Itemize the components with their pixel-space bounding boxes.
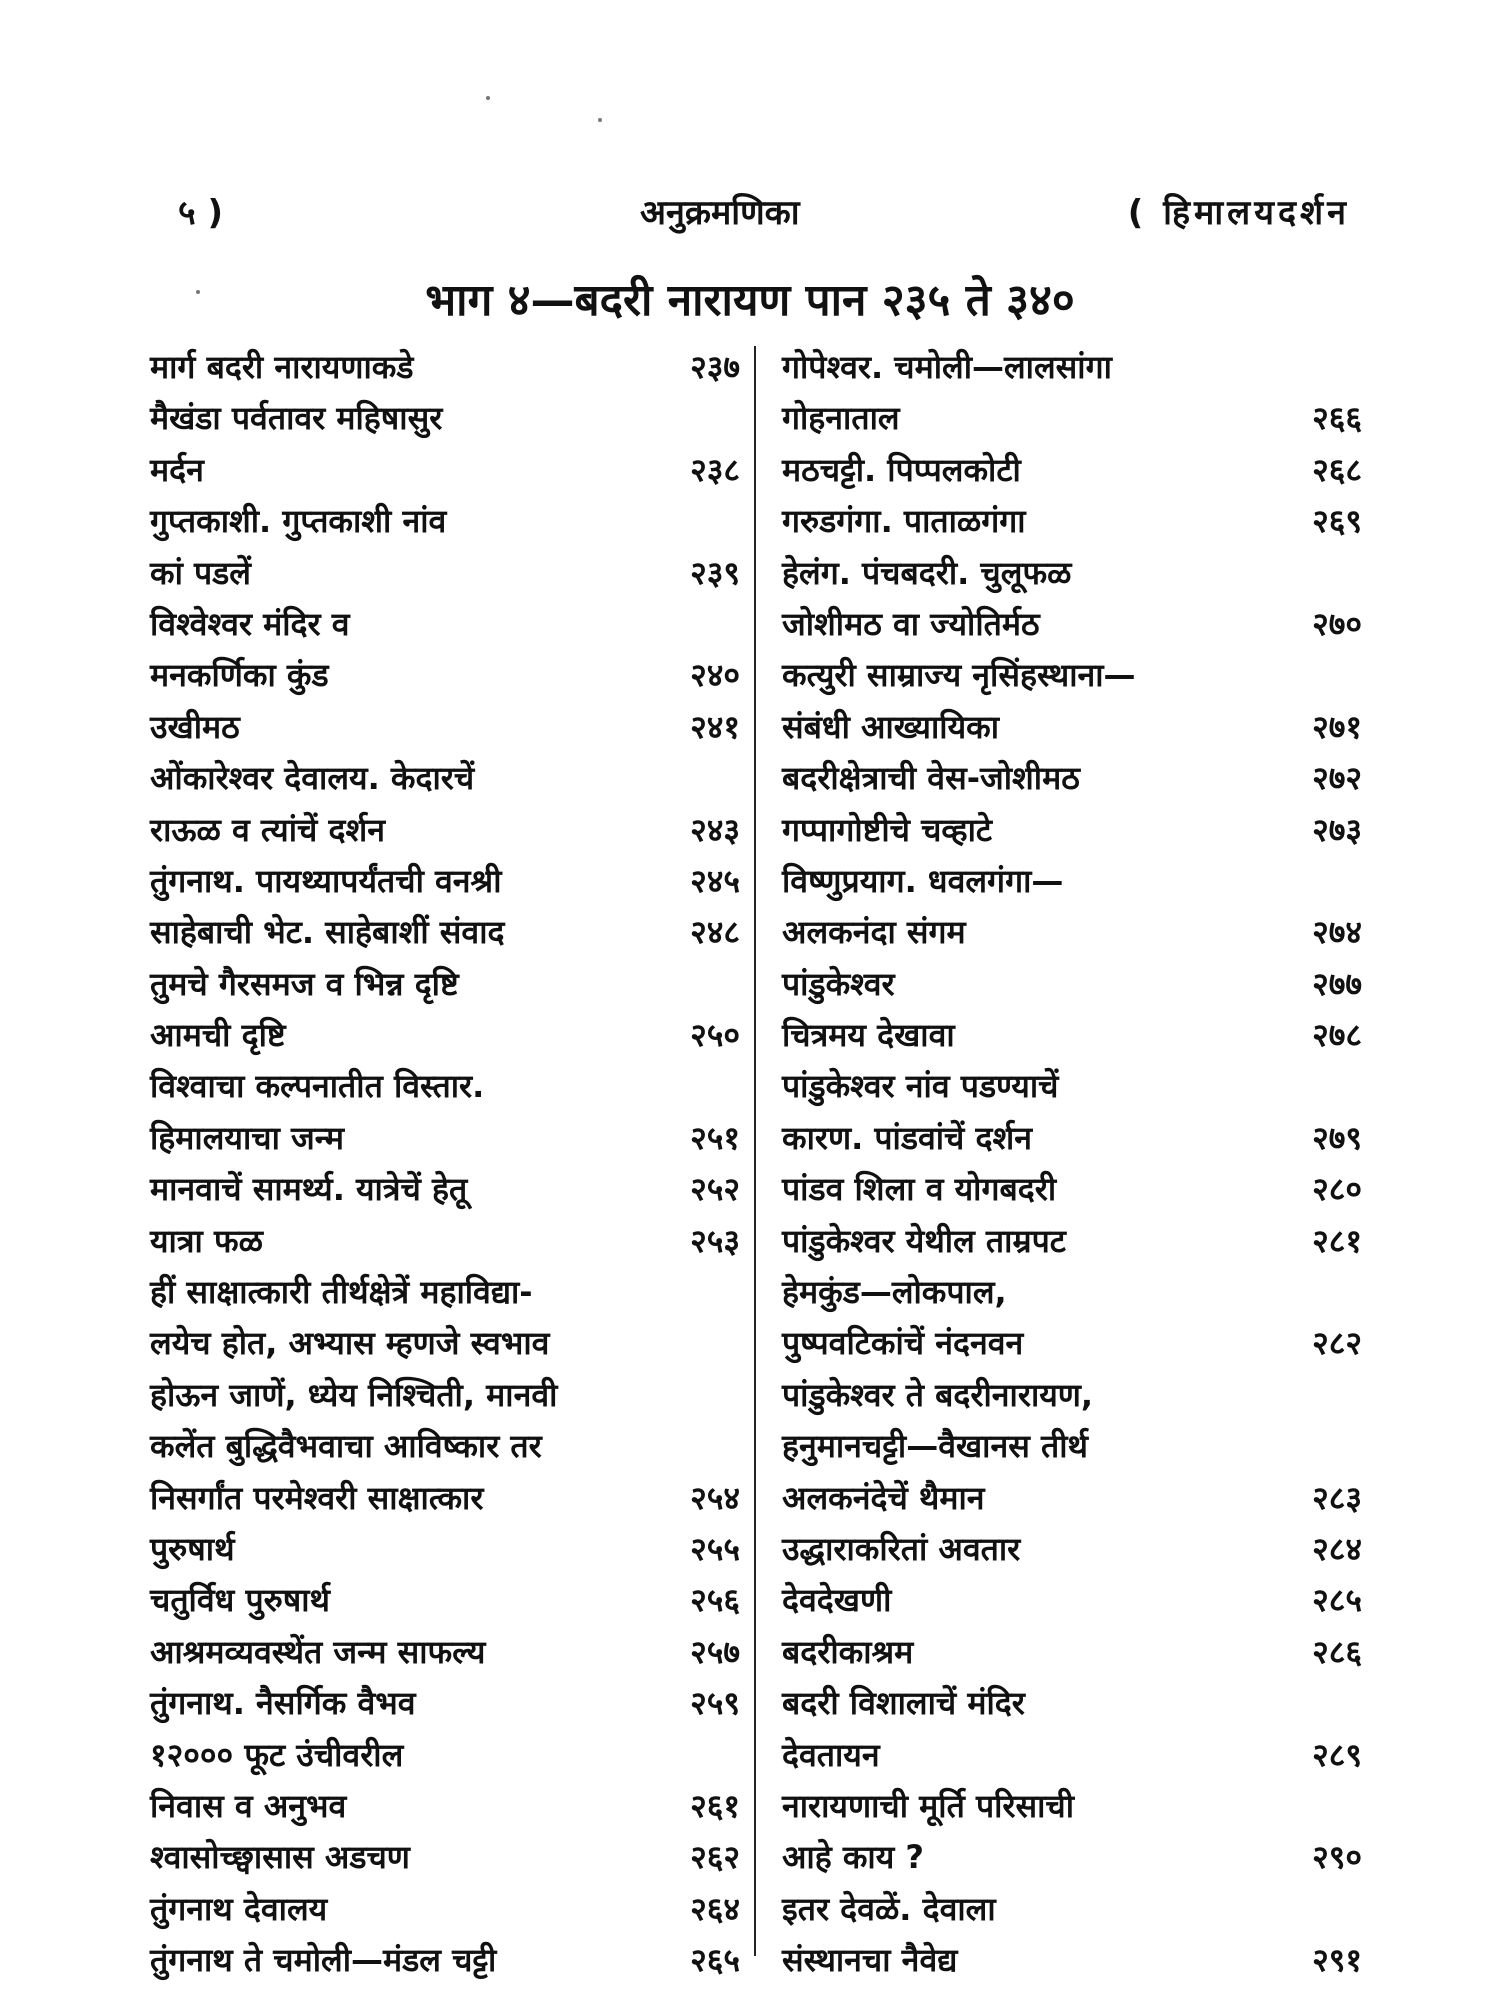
entry-page-number: २४५ [690,861,740,900]
toc-entry [782,1781,1362,1832]
entry-title: गप्पागोष्टीचे चव्हाटे [782,810,993,849]
toc-entry [150,1370,740,1421]
toc-entry [782,1832,1362,1883]
print-speck [486,96,490,100]
toc-entry [782,445,1362,496]
toc-entry [150,1832,740,1883]
toc-entry [782,805,1362,856]
entry-title: पुष्पवटिकांचें नंदनवन [782,1324,1024,1363]
print-speck [196,290,200,294]
toc-entry [782,496,1362,547]
toc-entry [150,1318,740,1369]
page-number: ५ ) [178,193,224,233]
entry-title: आश्रमव्यवस्थेंत जन्म साफल्य [150,1632,486,1671]
entry-page-number: २५६ [690,1581,740,1620]
toc-entry [782,907,1362,958]
toc-entry [150,1216,740,1267]
entry-title: जोशीमठ वा ज्योतिर्मठ [782,604,1040,643]
toc-entry [150,599,740,650]
entry-title: देवदेखणी [782,1581,892,1620]
entry-title: बदरीक्षेत्राची वेस-जोशीमठ [782,759,1080,798]
entry-page-number: २८९ [1312,1735,1362,1774]
toc-entry [782,753,1362,804]
entry-title: इतर देवळें. देवाला [782,1889,996,1928]
entry-title: संस्थानचा नैवेद्य [782,1941,958,1980]
left-column [150,342,740,1987]
entry-page-number: २८१ [1312,1221,1362,1260]
toc-entry [150,1061,740,1112]
entry-title: कां पडलें [150,553,251,592]
toc-entry [782,1061,1362,1112]
entry-page-number: २६२ [690,1838,740,1877]
entry-page-number: २९१ [1312,1941,1362,1980]
entry-title: कत्युरी साम्राज्य नृसिंहस्थाना— [782,656,1136,695]
toc-entry [150,342,740,393]
toc-entry [150,1113,740,1164]
entry-title: अलकनंदा संगम [782,913,966,952]
entry-page-number: २५३ [690,1221,740,1260]
entry-page-number: २७१ [1312,707,1362,746]
entry-page-number: २८२ [1312,1324,1362,1363]
entry-title: गुप्तकाशी. गुप्तकाशी नांव [150,502,447,541]
toc-entry [782,1267,1362,1318]
entry-page-number: २५१ [690,1118,740,1157]
entry-title: गरुडगंगा. पाताळगंगा [782,502,1026,541]
entry-title: मनकर्णिका कुंड [150,656,329,695]
entry-page-number: २५२ [690,1170,740,1209]
entry-page-number: २५० [690,1016,740,1055]
entry-title: अलकनंदेचें थैमान [782,1478,985,1517]
toc-entry [782,1627,1362,1678]
section-title: भाग ४—बदरी नारायण पान २३५ ते ३४० [425,275,1075,326]
right-column [782,342,1362,1987]
entry-title: मर्दन [150,450,204,489]
toc-entry [782,1318,1362,1369]
toc-entry [150,959,740,1010]
toc-entry [150,650,740,701]
entry-title: हीं साक्षात्कारी तीर्थक्षेत्रें महाविद्या- [150,1273,533,1312]
toc-entry [782,702,1362,753]
entry-page-number: २७३ [1312,810,1362,849]
toc-entry [782,548,1362,599]
entry-page-number: २७४ [1312,913,1362,952]
toc-entry [782,959,1362,1010]
toc-entry [150,1524,740,1575]
entry-title: साहेबाची भेट. साहेबाशीं संवाद [150,913,505,952]
entry-page-number: २४१ [690,707,740,746]
entry-page-number: २३८ [690,450,740,489]
entry-title: तुमचे गैरसमज व भिन्न दृष्टि [150,964,459,1003]
toc-entry [150,1781,740,1832]
entry-title: बदरीकाश्रम [782,1632,914,1671]
toc-entry [150,1473,740,1524]
toc-entry [150,856,740,907]
entry-page-number: २८५ [1312,1581,1362,1620]
toc-entry [782,1730,1362,1781]
toc-entry [150,1267,740,1318]
entry-title: देवतायन [782,1735,880,1774]
entry-title: संबंधी आख्यायिका [782,707,999,746]
toc-entry [150,805,740,856]
toc-entry [150,753,740,804]
print-speck [598,118,602,122]
entry-page-number: २७७ [1312,964,1362,1003]
entry-title: यात्रा फळ [150,1221,263,1260]
entry-page-number: २९० [1312,1838,1362,1877]
toc-entry [782,599,1362,650]
entry-page-number: २६६ [1312,399,1362,438]
entry-title: निसर्गांत परमेश्वरी साक्षात्कार [150,1478,484,1517]
entry-title: आमची दृष्टि [150,1016,286,1055]
toc-entry [782,393,1362,444]
entry-page-number: २७० [1312,604,1362,643]
entry-page-number: २८० [1312,1170,1362,1209]
toc-entry [150,393,740,444]
entry-title: गोहनाताल [782,399,900,438]
entry-title: चित्रमय देखावा [782,1016,955,1055]
entry-title: कारण. पांडवांचें दर्शन [782,1118,1033,1157]
entry-page-number: २४० [690,656,740,695]
toc-entry [782,1010,1362,1061]
entry-title: पांडव शिला व योगबदरी [782,1170,1057,1209]
toc-entry [782,1678,1362,1729]
entry-title: राऊळ व त्यांचें दर्शन [150,810,385,849]
entry-page-number: २७८ [1312,1016,1362,1055]
entry-page-number: २७९ [1312,1118,1362,1157]
entry-title: हेमकुंड—लोकपाल, [782,1273,1007,1312]
entry-title: विश्वाचा कल्पनातीत विस्तार. [150,1067,485,1106]
entry-page-number: २७२ [1312,759,1362,798]
toc-entry [782,1113,1362,1164]
entry-page-number: २८४ [1312,1529,1362,1568]
toc-entry [782,1473,1362,1524]
toc-entry [150,445,740,496]
entry-title: मठचट्टी. पिप्पलकोटी [782,450,1021,489]
entry-page-number: २५५ [690,1529,740,1568]
entry-title: होऊन जाणें, ध्येय निश्चिती, मानवी [150,1375,558,1414]
entry-title: तुंगनाथ देवालय [150,1889,328,1928]
toc-entry [150,1678,740,1729]
header-title: अनुक्रमणिका [640,193,800,233]
entry-page-number: २६८ [1312,450,1362,489]
toc-entry [150,1627,740,1678]
entry-title: उखीमठ [150,707,240,746]
entry-title: लयेच होत, अभ्यास म्हणजे स्वभाव [150,1324,550,1363]
entry-page-number: २३७ [690,348,740,386]
entry-title: मैखंडा पर्वतावर महिषासुर [150,399,443,438]
entry-title: गोपेश्वर. चमोली—लालसांगा [782,348,1112,386]
entry-page-number: २६५ [690,1941,740,1980]
entry-page-number: २८३ [1312,1478,1362,1517]
entry-title: विष्णुप्रयाग. धवलगंगा— [782,861,1064,900]
entry-page-number: २६९ [1312,502,1362,541]
toc-entry [150,1884,740,1935]
toc-entry [150,702,740,753]
entry-page-number: २६१ [690,1786,740,1825]
entry-title: तुंगनाथ ते चमोली—मंडल चट्टी [150,1941,497,1980]
toc-entry [150,907,740,958]
toc-entry [150,1935,740,1986]
entry-title: ओंकारेश्वर देवालय. केदारचें [150,759,475,798]
entry-title: पांडुकेश्वर ते बदरीनारायण, [782,1375,1094,1414]
entry-title: पांडुकेश्वर नांव पडण्याचें [782,1067,1059,1106]
entry-page-number: २८६ [1312,1632,1362,1671]
entry-title: आहे काय ? [782,1838,924,1877]
entry-title: मार्ग बदरी नारायणाकडे [150,348,414,386]
entry-title: निवास व अनुभव [150,1786,347,1825]
entry-title: श्वासोच्छ्वासास अडचण [150,1838,410,1877]
toc-entry [782,1421,1362,1472]
toc-entry [782,856,1362,907]
entry-title: कलेंत बुद्धिवैभवाचा आविष्कार तर [150,1427,542,1466]
entry-page-number: २६४ [690,1889,740,1928]
entry-title: पुरुषार्थ [150,1529,235,1568]
toc-entry [782,1524,1362,1575]
entry-title: मानवाचें सामर्थ्य. यात्रेचें हेतू [150,1170,468,1209]
toc-entry [782,1884,1362,1935]
entry-page-number: २५९ [690,1684,740,1723]
book-title: ( हिमालयदर्शन [1127,193,1350,233]
entry-title: १२००० फूट उंचीवरील [150,1735,404,1774]
entry-title: उद्धाराकरितां अवतार [782,1529,1021,1568]
entry-page-number: २४८ [690,913,740,952]
toc-entry [150,1010,740,1061]
toc-entry [782,650,1362,701]
toc-entry [150,548,740,599]
toc-entry [150,1575,740,1626]
entry-title: तुंगनाथ. पायथ्यापर्यंतची वनश्री [150,861,502,900]
entry-title: विश्वेश्वर मंदिर व [150,604,350,643]
entry-page-number: २४३ [690,810,740,849]
entry-title: हिमालयाचा जन्म [150,1118,345,1157]
toc-entry [150,1421,740,1472]
entry-title: हेलंग. पंचबदरी. चुलूफळ [782,553,1072,592]
toc-entry [782,1935,1362,1986]
entry-title: पांडुकेश्वर येथील ताम्रपट [782,1221,1066,1260]
entry-title: नारायणाची मूर्ति परिसाची [782,1786,1075,1825]
toc-entry [782,342,1362,393]
entry-title: पांडुकेश्वर [782,964,895,1003]
column-divider [754,346,756,1956]
entry-page-number: २३९ [690,553,740,592]
toc-entry [150,1164,740,1215]
entry-title: चतुर्विध पुरुषार्थ [150,1581,331,1620]
toc-entry [150,1730,740,1781]
running-header [170,188,1350,248]
toc-entry [150,496,740,547]
toc-entry [782,1216,1362,1267]
toc-entry [782,1575,1362,1626]
toc-entry [782,1164,1362,1215]
entry-page-number: २५४ [690,1478,740,1517]
entry-title: बदरी विशालाचें मंदिर [782,1684,1025,1723]
toc-entry [782,1370,1362,1421]
entry-page-number: २५७ [690,1632,740,1671]
entry-title: तुंगनाथ. नैसर्गिक वैभव [150,1684,416,1723]
entry-title: हनुमानचट्टी—वैखानस तीर्थ [782,1427,1088,1466]
